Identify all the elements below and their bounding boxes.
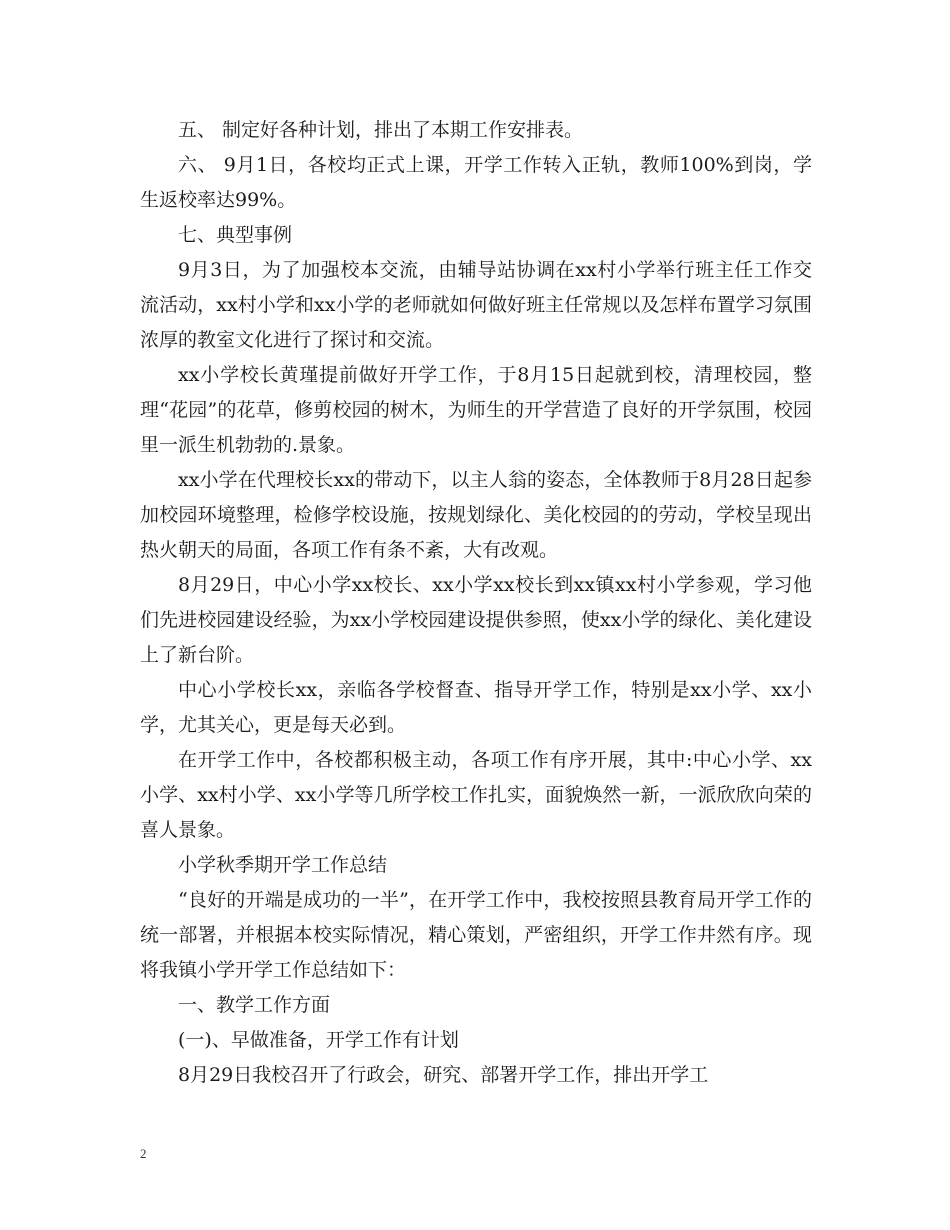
paragraph-preparation-heading: (一)、早做准备，开学工作有计划 xyxy=(178,1029,459,1051)
paragraph-teaching-heading: 一、教学工作方面 xyxy=(178,994,331,1016)
paragraph-sept-3-exchange: 9月3日，为了加强校本交流，由辅导站协调在xx村小学举行班主任工作交流活动，xx村小学和xx小学的老师就如何做好班主任常规以及怎样布置学习氛围浓厚的教室文化进行了探讨和交流。 xyxy=(140,259,812,351)
page-number: 2 xyxy=(140,1146,147,1161)
paragraph-acting-principal: xx小学在代理校长xx的带动下，以主人翁的姿态，全体教师于8月28日起参加校园环境整理，检修学校设施，按规划绿化、美化校园的的劳动，学校呈现出热火朝天的局面，各项工作有条不紊，大有改观。 xyxy=(140,469,812,561)
paragraph-principal-huang: xx小学校长黄瑾提前做好开学工作，于8月15日起就到校，清理校园，整理“花园”的花草，修剪校园的树木，为师生的开学营造了良好的开学氛围，校园里一派生机勃勃的.景象。 xyxy=(140,364,812,456)
paragraph-central-principal: 中心小学校长xx，亲临各学校督查、指导开学工作，特别是xx小学、xx小学，尤其关心，更是每天必到。 xyxy=(140,679,812,736)
paragraph-admin-meeting: 8月29日我校召开了行政会，研究、部署开学工作，排出开学工 xyxy=(178,1064,709,1086)
paragraph-classes-start: 六、 9月1日，各校均正式上课，开学工作转入正轨，教师100%到岗，学生返校率达99%。 xyxy=(140,154,812,211)
paragraph-typical-cases-heading: 七、典型事例 xyxy=(178,224,293,246)
paragraph-plans: 五、 制定好各种计划，排出了本期工作安排表。 xyxy=(178,119,584,141)
paragraph-aug-29-visit: 8月29日，中心小学xx校长、xx小学xx校长到xx镇xx村小学参观，学习他们先进校园建设经验，为xx小学校园建设提供参照，使xx小学的绿化、美化建设上了新台阶。 xyxy=(140,574,812,666)
document-body xyxy=(140,113,812,1093)
paragraph-section-title: 小学秋季期开学工作总结 xyxy=(178,854,388,876)
paragraph-intro-quote: “良好的开端是成功的一半”，在开学工作中，我校按照县教育局开学工作的统一部署，并根据本校实际情况，精心策划，严密组织，开学工作井然有序。现将我镇小学开学工作总结如下： xyxy=(140,889,812,981)
paragraph-schools-summary: 在开学工作中，各校都积极主动，各项工作有序开展，其中:中心小学、xx小学、xx村小学、xx小学等几所学校工作扎实，面貌焕然一新，一派欣欣向荣的喜人景象。 xyxy=(140,749,812,841)
